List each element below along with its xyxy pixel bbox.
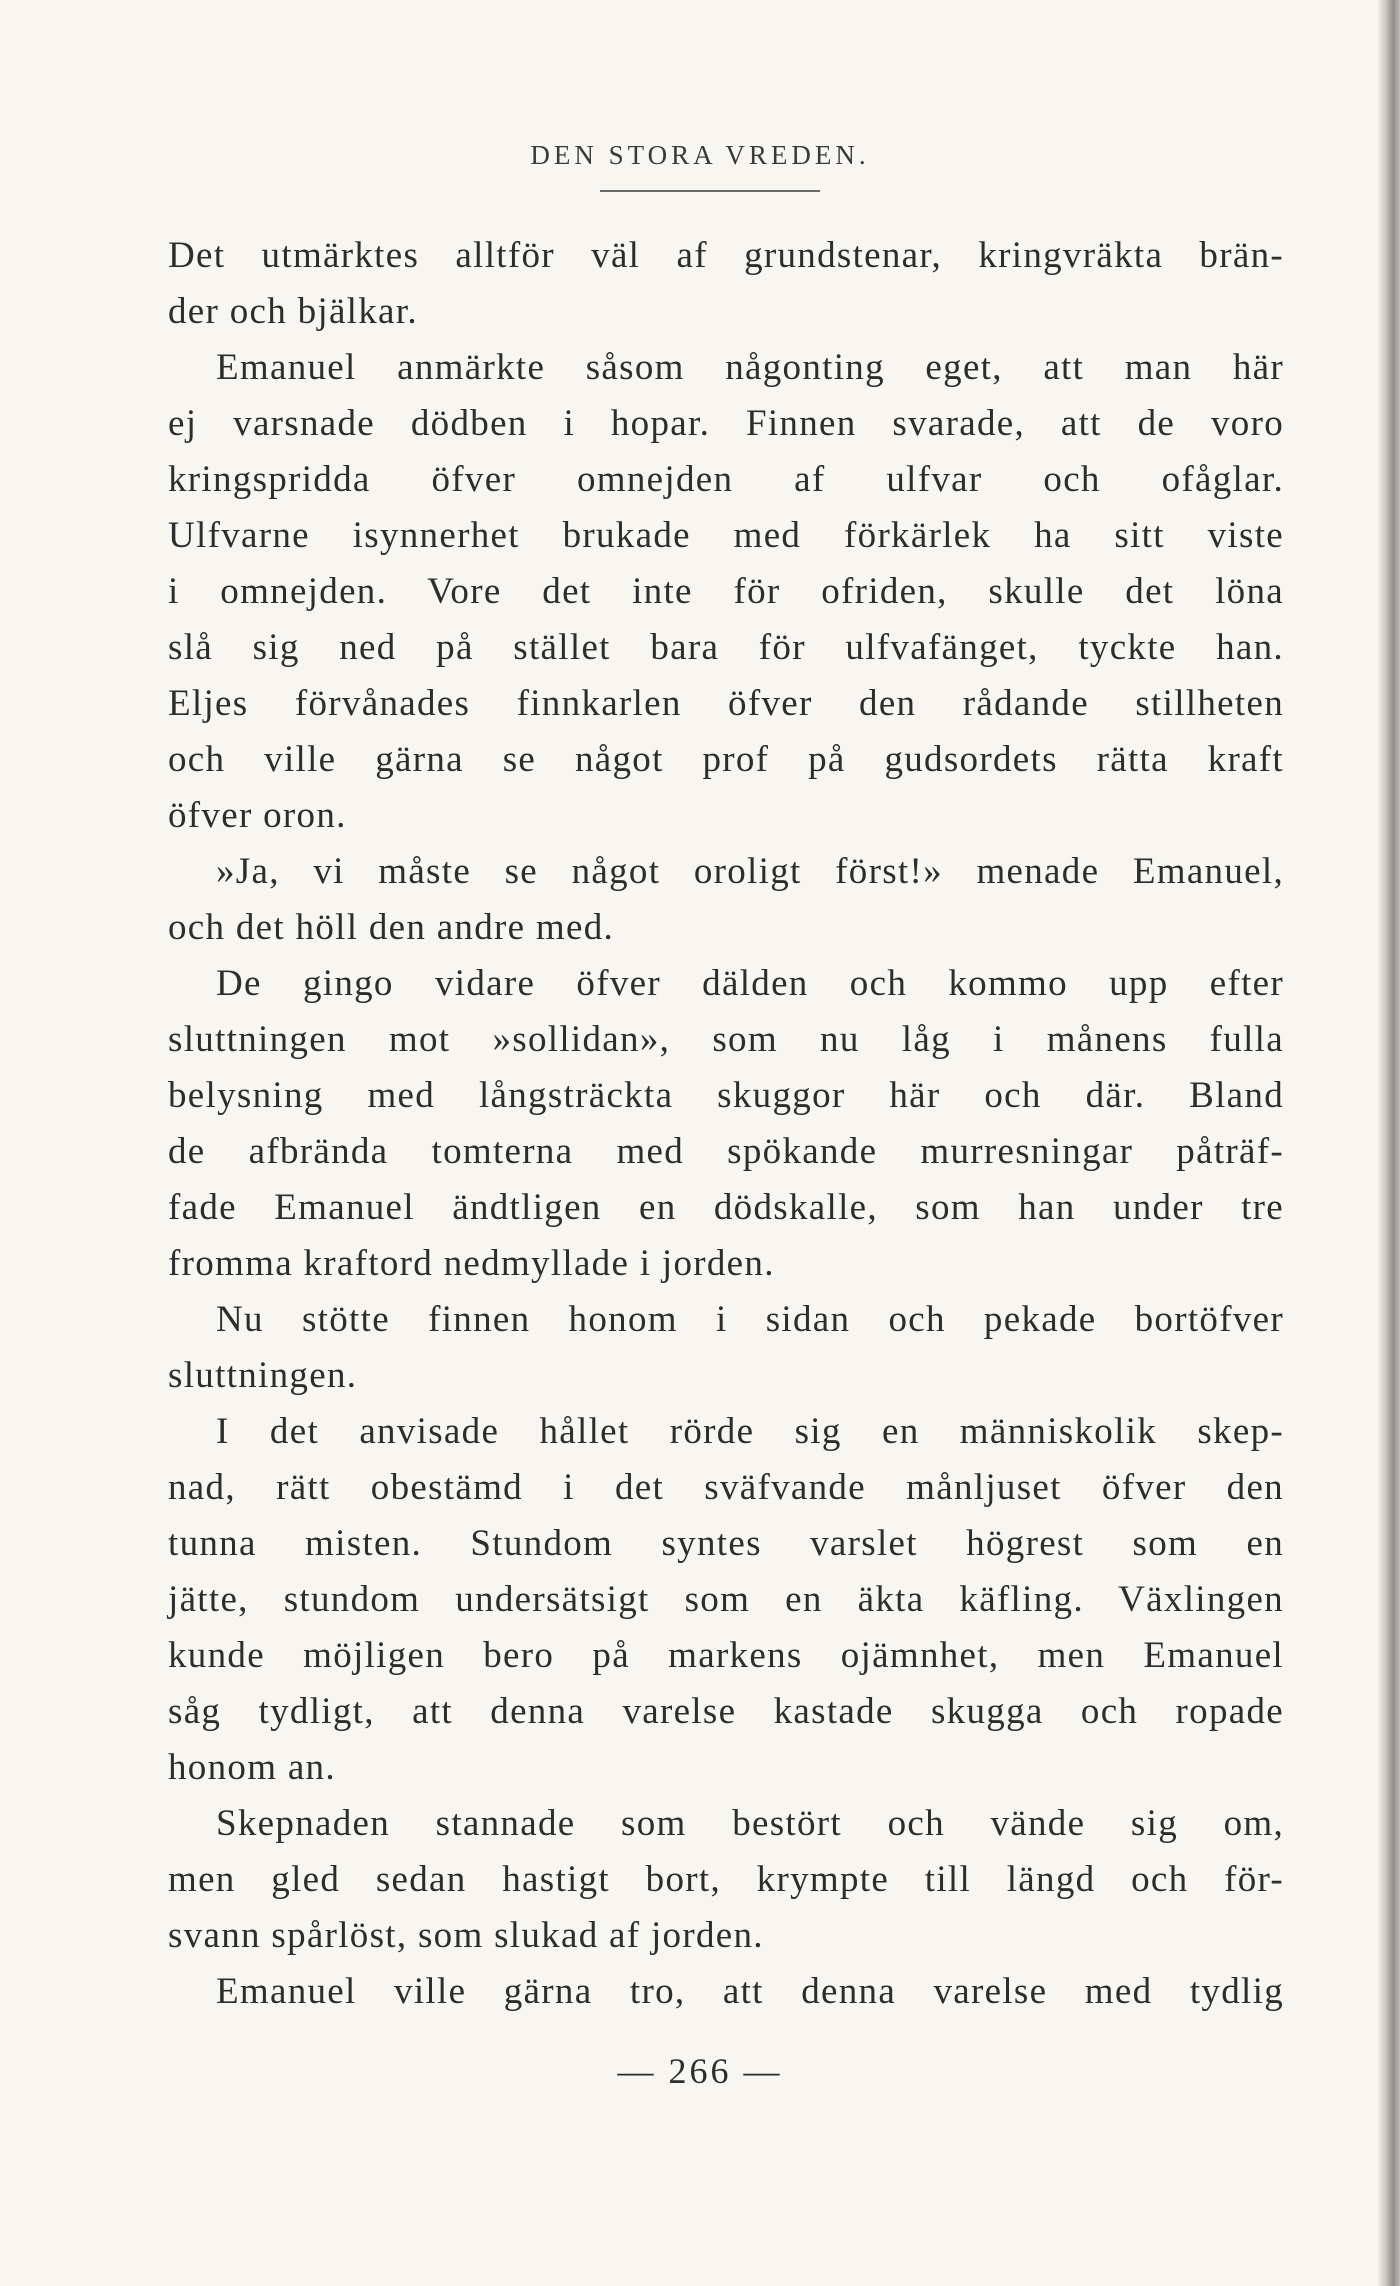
text-line: Det utmärktes alltför väl af grundstenar, kringvräkta brän-	[168, 235, 1284, 276]
text-line: sluttningen.	[168, 1355, 358, 1396]
text-line: fromma kraftord nedmyllade i jorden.	[168, 1243, 775, 1284]
text-line: såg tydligt, att denna varelse kastade skugga och ropade	[168, 1691, 1284, 1732]
header-rule	[600, 190, 820, 192]
text-line: honom an.	[168, 1747, 336, 1788]
text-line: slå sig ned på stället bara för ulfvafänget, tyckte han.	[168, 627, 1284, 668]
text-line: ej varsnade dödben i hopar. Finnen svarade, att de voro	[168, 403, 1284, 444]
text-line: Emanuel ville gärna tro, att denna varelse med tydlig	[216, 1971, 1284, 2012]
body-text	[168, 228, 1284, 2020]
text-line: Skepnaden stannade som bestört och vände sig om,	[216, 1803, 1284, 1844]
text-line: och det höll den andre med.	[168, 907, 615, 948]
running-head: DEN STORA VREDEN.	[530, 140, 870, 170]
text-line: svann spårlöst, som slukad af jorden.	[168, 1915, 764, 1956]
text-line: fade Emanuel ändtligen en dödskalle, som han under tre	[168, 1187, 1284, 1228]
page-number: — 266 —	[617, 2051, 783, 2091]
text-line: kunde möjligen bero på markens ojämnhet, men Emanuel	[168, 1635, 1284, 1676]
text-line: kringspridda öfver omnejden af ulfvar och ofåglar.	[168, 459, 1284, 500]
text-line: i omnejden. Vore det inte för ofriden, skulle det löna	[168, 571, 1284, 612]
text-line: sluttningen mot »sollidan», som nu låg i månens fulla	[168, 1019, 1284, 1060]
text-line: »Ja, vi måste se något oroligt först!» menade Emanuel,	[216, 851, 1284, 892]
text-line: De gingo vidare öfver dälden och kommo upp efter	[216, 963, 1284, 1004]
page-edge-shadow	[1378, 0, 1400, 2286]
text-line: tunna misten. Stundom syntes varslet högrest som en	[168, 1523, 1284, 1564]
text-line: öfver oron.	[168, 795, 347, 836]
text-line: belysning med långsträckta skuggor här och där. Bland	[168, 1075, 1284, 1116]
text-line: I det anvisade hållet rörde sig en människolik skep-	[216, 1411, 1284, 1452]
text-line: der och bjälkar.	[168, 291, 418, 332]
text-line: men gled sedan hastigt bort, krympte till längd och för-	[168, 1859, 1284, 1900]
text-line: Ulfvarne isynnerhet brukade med förkärlek ha sitt viste	[168, 515, 1284, 556]
text-line: de afbrända tomterna med spökande murresningar påträf-	[168, 1131, 1284, 1172]
text-line: Emanuel anmärkte såsom någonting eget, att man här	[216, 347, 1284, 388]
text-line: jätte, stundom undersätsigt som en äkta käfling. Växlingen	[168, 1579, 1284, 1620]
text-line: och ville gärna se något prof på gudsordets rätta kraft	[168, 739, 1284, 780]
text-line: Eljes förvånades finnkarlen öfver den rådande stillheten	[168, 683, 1284, 724]
text-line: nad, rätt obestämd i det sväfvande månljuset öfver den	[168, 1467, 1284, 1508]
text-line: Nu stötte finnen honom i sidan och pekade bortöfver	[216, 1299, 1284, 1340]
